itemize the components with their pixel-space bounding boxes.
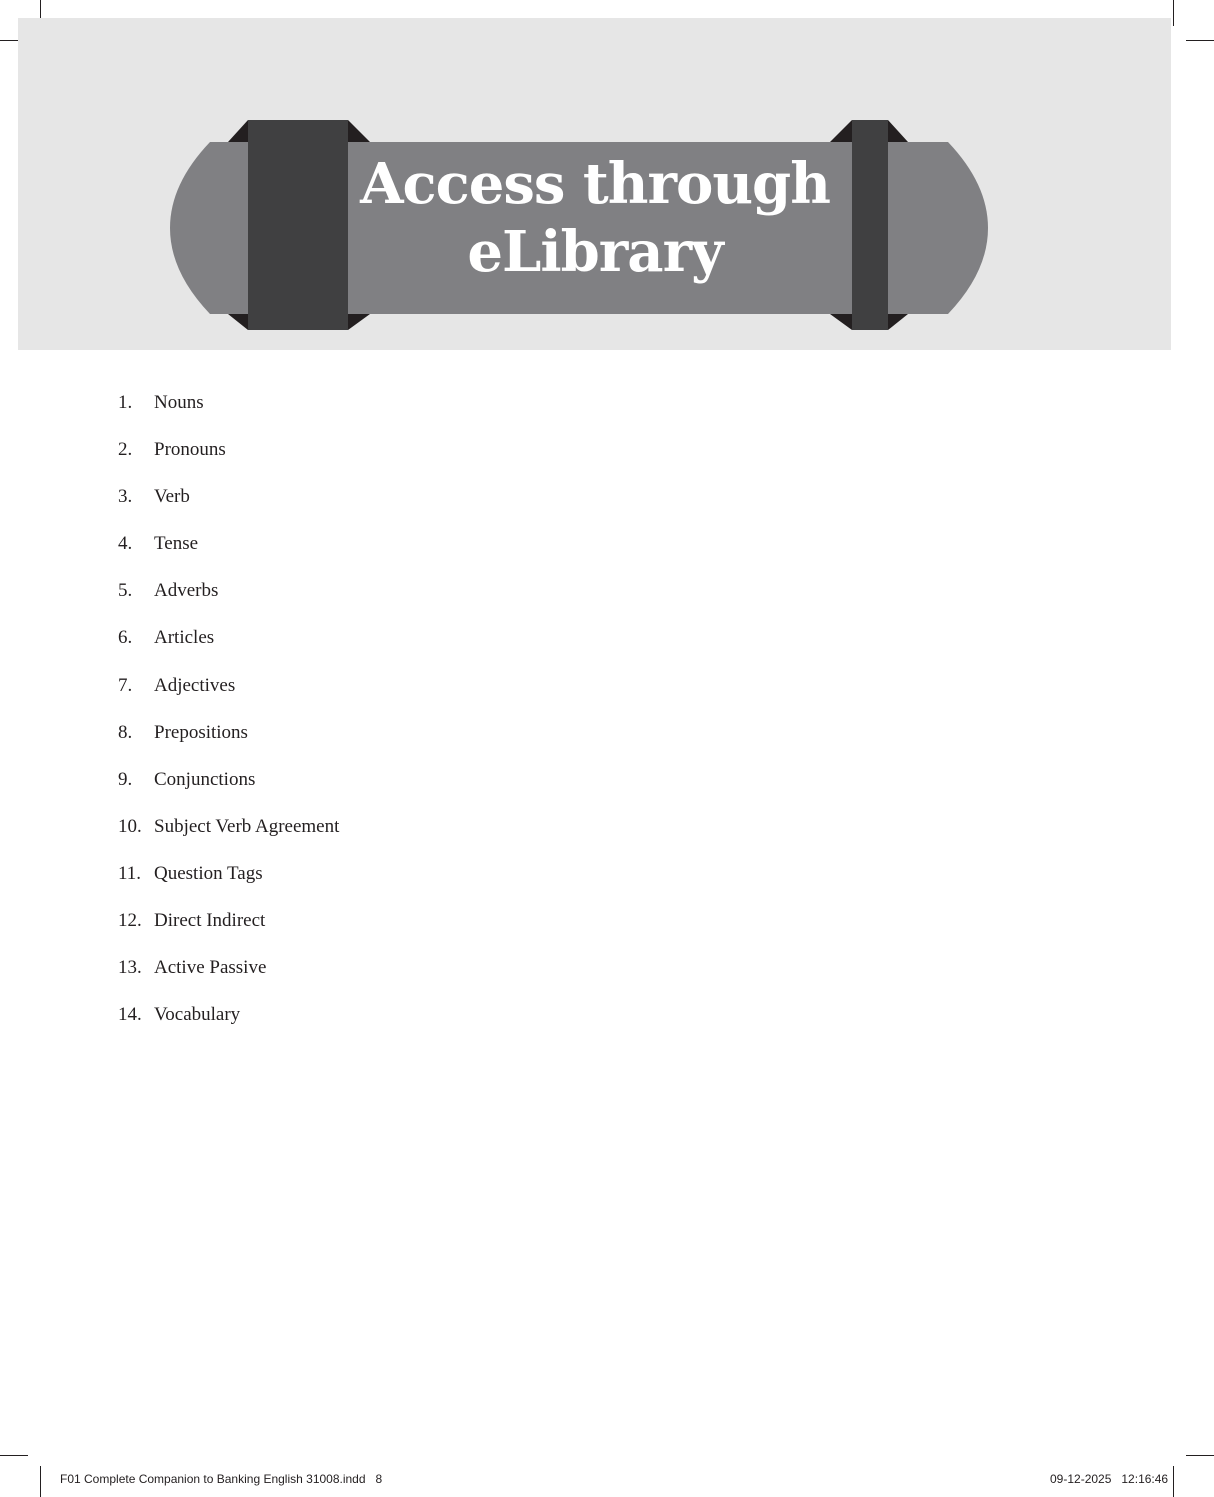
item-number: 2. <box>118 439 133 461</box>
item-label: Tense <box>154 533 199 555</box>
item-label: Nouns <box>154 392 204 413</box>
list-item <box>118 625 339 672</box>
item-number: 5. <box>118 580 133 602</box>
list-item <box>118 767 339 814</box>
item-number: 14. <box>118 1004 142 1026</box>
item-number: 1. <box>118 392 133 413</box>
page-title-line-2: eLibrary <box>467 219 723 285</box>
item-number: 3. <box>118 486 133 508</box>
footer-file-info: F01 Complete Companion to Banking English 31008.indd 8 <box>60 1472 383 1486</box>
item-number: 13. <box>118 957 142 979</box>
right-band-bottom-fold-right <box>888 314 908 330</box>
list-item <box>118 578 339 625</box>
item-number: 10. <box>118 815 142 837</box>
list-item <box>118 955 339 1002</box>
item-label: Adjectives <box>154 674 236 696</box>
item-label: Vocabulary <box>154 1004 241 1026</box>
item-label: Subject Verb Agreement <box>154 815 340 837</box>
list-item <box>118 437 339 484</box>
item-label: Active Passive <box>154 957 267 979</box>
item-label: Verb <box>154 486 190 508</box>
item-number: 4. <box>118 533 133 555</box>
item-number: 8. <box>118 721 133 743</box>
item-label: Adverbs <box>154 580 219 602</box>
item-label: Conjunctions <box>154 768 256 790</box>
crop-mark-bottom-right-horizontal <box>1186 1455 1214 1456</box>
item-number: 6. <box>118 627 133 649</box>
item-label: Articles <box>154 627 215 649</box>
list-item <box>118 720 339 767</box>
list-item <box>118 673 339 720</box>
item-number: 7. <box>118 674 133 696</box>
right-band-top-fold-right <box>888 120 908 142</box>
item-number: 11. <box>118 862 142 884</box>
left-band-top-fold-right <box>348 120 370 142</box>
item-number: 9. <box>118 768 133 790</box>
chapter-list <box>118 390 339 1049</box>
right-band-bottom-fold <box>830 314 852 330</box>
page-title <box>352 150 838 286</box>
list-item <box>118 484 339 531</box>
left-band-bottom-fold-right <box>348 314 370 330</box>
list-item <box>118 814 339 861</box>
list-item <box>118 908 339 955</box>
left-band <box>248 120 348 330</box>
footer-timestamp: 09-12-2025 12:16:46 <box>1050 1472 1169 1486</box>
list-item <box>118 1002 339 1049</box>
left-band-top-fold <box>228 120 248 142</box>
crop-mark-bottom-left-horizontal <box>0 1455 28 1456</box>
item-label: Prepositions <box>154 721 248 743</box>
list-item <box>118 531 339 578</box>
crop-mark-bottom-left-vertical <box>40 1466 41 1497</box>
list-item <box>118 390 339 437</box>
item-label: Pronouns <box>154 439 226 461</box>
list-item <box>118 861 339 908</box>
left-band-bottom-fold <box>228 314 248 330</box>
right-band <box>852 120 888 330</box>
item-number: 12. <box>118 910 142 932</box>
crop-mark-bottom-right-vertical <box>1173 1466 1174 1497</box>
item-label: Direct Indirect <box>154 910 266 932</box>
page-title-line-1: Access through <box>360 151 830 217</box>
item-label: Question Tags <box>154 862 263 884</box>
right-band-top-fold <box>830 120 852 142</box>
